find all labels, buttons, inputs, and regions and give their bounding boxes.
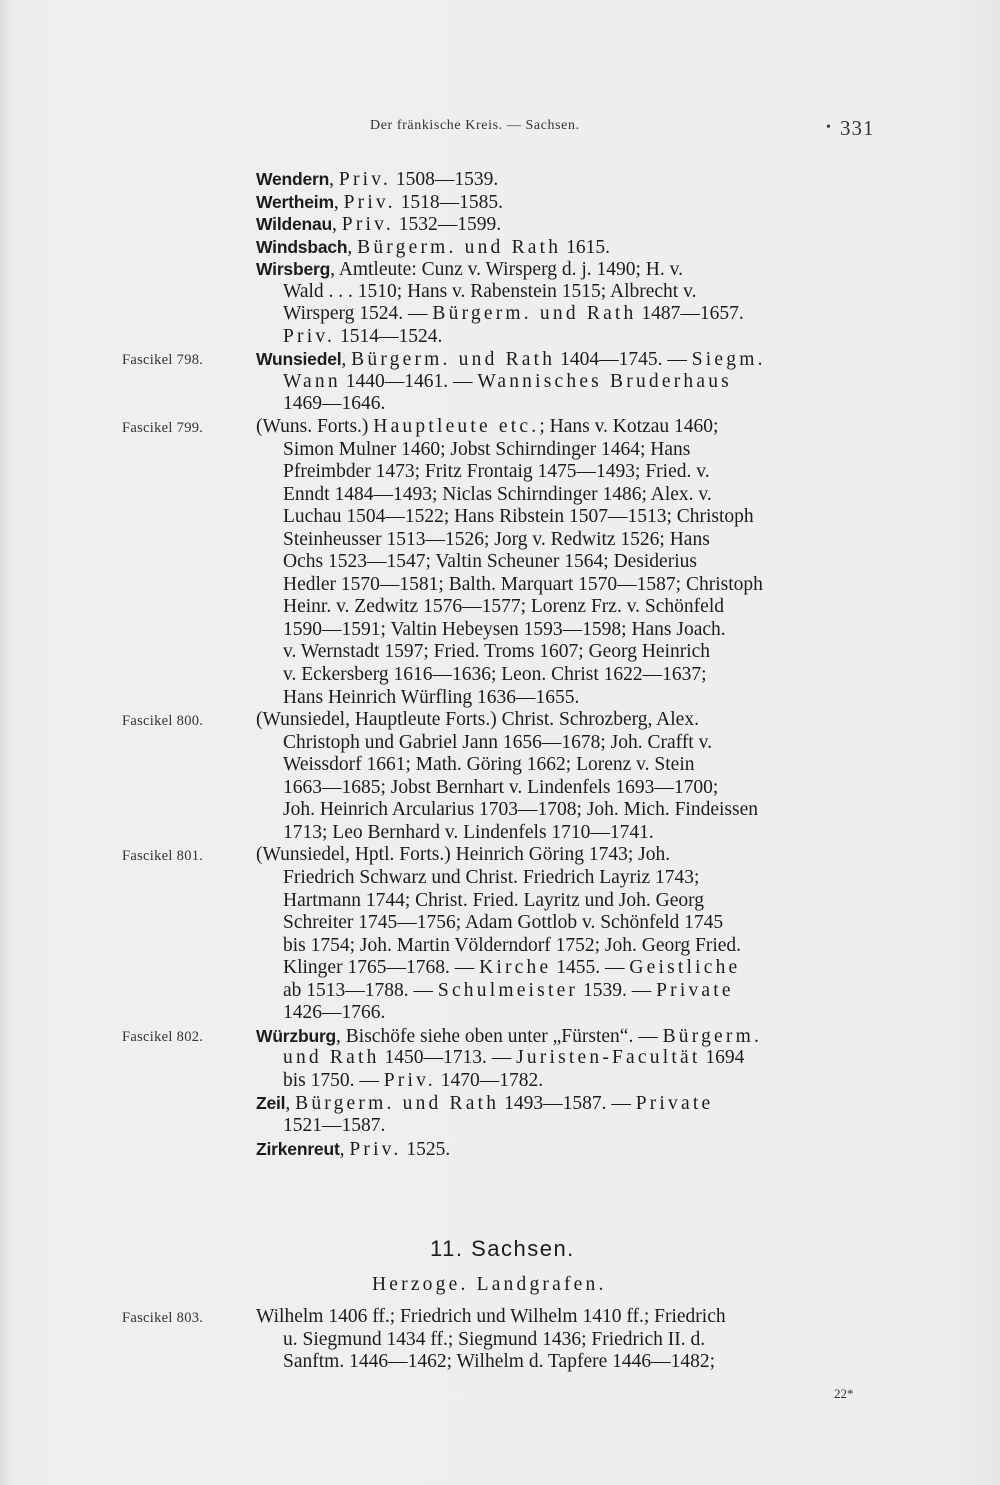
spaced-term: Wann [283,370,341,392]
line-text [256,844,670,867]
text-run: , [329,169,339,190]
text-run: Friedrich Schwarz und Christ. Friedrich Layriz 1743; [283,866,700,888]
text-line [0,416,1000,439]
text-run: (Wunsiedel, Hptl. Forts.) Heinrich Göring 1743; Joh. [256,844,671,866]
text-line [0,281,1000,304]
text-run: Wirsperg 1524. — [283,303,433,325]
line-text [283,777,718,800]
spaced-term: Bürgerm. [662,1025,763,1047]
line-text [256,258,683,282]
place-name: Wirsberg [256,259,331,280]
fascicle-label: Fascikel 803. [122,1310,204,1326]
fascicle-label: Fascikel 799. [122,420,204,437]
line-text [283,957,740,980]
spaced-term: Bürgerm. und Rath [357,236,562,258]
place-name: Windsbach [256,236,348,257]
spaced-term: Private [656,979,734,1001]
text-run: 1694 [700,1047,745,1069]
line-text [256,709,699,732]
text-run: 1450—1713. — [379,1047,517,1069]
section-heading-row [0,1236,1000,1268]
line-text [256,348,766,372]
text-run: 1508—1539. [391,169,499,190]
page-number: 331 [840,116,875,140]
line-text [283,1047,744,1070]
spaced-term: Bürgerm. und Rath [351,349,556,371]
text-line [0,484,1000,507]
text-run: v. Wernstadt 1597; Fried. Troms 1607; Georg Heinrich [283,641,711,663]
text-line [0,935,1000,958]
line-text [283,980,734,1003]
text-line [0,844,1000,867]
signature-mark: 22* [834,1386,854,1401]
line-text [283,529,710,552]
spaced-term: Priv. [341,214,394,236]
text-line [0,957,1000,980]
text-line [0,326,1000,349]
text-run: , Amtleute: Cunz v. Wirsperg d. j. 1490; H. v. [330,259,683,281]
spaced-term: Schulmeister [437,979,579,1001]
spaced-term: Siegm. [691,349,766,371]
spaced-term: und Rath [283,1047,380,1069]
text-run: Sanftm. 1446—1462; Wilhelm d. Tapfere 1446—1482; [283,1351,716,1373]
place-name: Wendern [256,169,330,189]
line-text [283,687,579,710]
line-text [283,890,704,913]
text-line [0,1092,1000,1115]
line-text [283,664,707,687]
text-line [0,890,1000,913]
text-line [0,1306,1000,1329]
text-line [0,754,1000,777]
text-run: Enndt 1484—1493; Niclas Schirndinger 1486; Alex. v. [283,483,712,505]
spaced-term: Bürgerm. und Rath [295,1093,500,1115]
text-run: 1487—1657. [636,303,744,325]
line-text [283,641,710,664]
text-line [0,980,1000,1003]
text-line [0,687,1000,710]
text-run: Wilhelm 1406 ff.; Friedrich und Wilhelm 1410 ff.; Friedrich [256,1306,726,1327]
line-text [283,732,712,755]
text-line [0,574,1000,597]
text-run: , Bischöfe siehe oben unter „Fürsten“. — [336,1025,663,1047]
text-run: 1590—1591; Valtin Hebeysen 1593—1598; Hans Joach. [283,618,726,640]
fascicle-label: Fascikel 800. [122,713,204,730]
line-text [256,191,503,215]
text-run: Simon Mulner 1460; Jobst Schirndinger 1464; Hans [283,438,691,460]
line-text [256,1138,450,1162]
spaced-term: Geistliche [629,957,741,979]
text-run: Klinger 1765—1768. — [283,957,480,979]
line-text [283,822,654,845]
line-text [256,213,501,237]
text-run: Heinr. v. Zedwitz 1576—1577; Lorenz Frz. v. Schönfeld [283,596,724,618]
text-run: , [333,191,344,213]
text-run: bis 1754; Joh. Martin Völderndorf 1752; Joh. Georg Fried. [283,934,742,956]
text-line [0,1025,1000,1048]
text-run: Hans Heinrich Würfling 1636—1655. [283,686,580,708]
text-line [0,348,1000,371]
spaced-term: Juristen-Facultät [516,1047,701,1069]
line-text [256,416,718,439]
text-line [0,1351,1000,1374]
section-entries [0,1306,1000,1374]
text-run: 1426—1766. [283,1002,386,1024]
text-line [0,596,1000,619]
spaced-term: Priv. [349,1138,402,1160]
text-run: Hartmann 1744; Christ. Fried. Layritz und Joh. Georg [283,889,704,911]
section-subheading: Herzoge. Landgrafen. [372,1274,607,1295]
text-line [0,709,1000,732]
text-run: Ochs 1523—1547; Valtin Scheuner 1564; Desiderius [283,551,697,573]
text-line [0,822,1000,845]
line-text [256,1092,713,1116]
fascicle-label: Fascikel 801. [122,848,204,865]
place-name: Würzburg [256,1025,337,1046]
text-run: Hedler 1570—1581; Balth. Marquart 1570—1587; Christoph [283,573,763,595]
text-run: Pfreimbder 1473; Fritz Frontaig 1475—1493; Fried. v. [283,461,710,483]
line-text [283,1351,715,1374]
text-line [0,732,1000,755]
text-line [0,529,1000,552]
text-line [0,439,1000,462]
text-line [0,506,1000,529]
text-run: 1470—1782. [435,1069,544,1091]
text-run: v. Eckersberg 1616—1636; Leon. Christ 1622—1637; [283,664,707,686]
spaced-term: Hauptleute etc. [373,416,540,438]
spaced-term: Priv. [343,191,396,213]
text-line [0,619,1000,642]
text-line [0,303,1000,326]
line-text [283,1329,705,1352]
text-run: Wald . . . 1510; Hans v. Rabenstein 1515; Albrecht v. [283,280,697,302]
line-text [283,461,710,484]
place-name: Wildenau [256,214,333,235]
line-text [283,935,741,958]
line-text [256,168,498,192]
line-text [256,1025,762,1049]
line-text [283,596,724,619]
text-run: , [332,214,342,236]
text-run: (Wuns. Forts.) [256,416,374,438]
spaced-term: Bürgerm. und Rath [432,303,637,325]
text-line [0,1115,1000,1138]
text-run: , [341,349,352,371]
text-run: Luchau 1504—1522; Hans Ribstein 1507—1513; Christoph [283,506,754,528]
line-text [283,1002,385,1025]
line-text [283,303,744,326]
text-run: 1539. — [578,979,657,1001]
line-text [256,236,610,260]
line-text [283,551,697,574]
line-text [283,574,763,597]
text-run: ; Hans v. Kotzau 1460; [539,416,719,438]
line-text [283,371,732,394]
text-line [0,258,1000,281]
text-line [0,168,1000,191]
line-text [283,393,385,416]
text-run: 1615. [561,236,610,258]
text-run: 1404—1745. — [555,349,692,371]
text-run: 1663—1685; Jobst Bernhart v. Lindenfels 1693—1700; [283,776,719,798]
spaced-term: Priv. [338,169,392,190]
text-line [0,641,1000,664]
text-run: 1713; Leo Bernhard v. Lindenfels 1710—1741. [283,821,654,843]
spaced-term: Priv. [283,325,336,347]
text-run: 1455. — [551,957,630,979]
line-text [283,439,690,462]
running-head [0,116,1000,140]
text-run: u. Siegmund 1434 ff.; Siegmund 1436; Friedrich II. d. [283,1328,706,1350]
text-run: 1493—1587. — [499,1093,636,1115]
text-run: bis 1750. — [283,1069,384,1091]
line-text [283,326,442,349]
text-run: 1469—1646. [283,393,386,415]
text-run: Schreiter 1745—1756; Adam Gottlob v. Schönfeld 1745 [283,912,724,934]
text-line [0,664,1000,687]
text-line [0,461,1000,484]
text-line [0,551,1000,574]
text-line [0,1002,1000,1025]
fascicle-label: Fascikel 798. [122,352,204,369]
text-run: 1521—1587. [283,1114,386,1136]
text-run: , [347,236,358,258]
text-run: , [339,1138,350,1160]
text-line [0,236,1000,259]
index-entries [0,168,1000,1160]
spaced-term: Private [635,1093,714,1115]
place-name: Zeil [256,1093,286,1114]
text-line [0,799,1000,822]
text-run: ab 1513—1788. — [283,979,438,1001]
text-line [0,1138,1000,1161]
spaced-term: Wannisches Bruderhaus [477,370,732,392]
line-text [283,799,758,822]
text-run: (Wunsiedel, Hauptleute Forts.) Christ. Schrozberg, Alex. [256,709,699,731]
text-run: Christoph und Gabriel Jann 1656—1678; Joh. Crafft v. [283,731,712,753]
text-run: 1525. [401,1138,451,1160]
text-line [0,393,1000,416]
text-run: Steinheusser 1513—1526; Jorg v. Redwitz 1526; Hans [283,528,710,550]
place-name: Wertheim [256,191,334,212]
text-run: 1440—1461. — [340,370,478,392]
text-line [0,1070,1000,1093]
text-line [0,371,1000,394]
line-text [283,754,694,777]
fascicle-label: Fascikel 802. [122,1028,204,1045]
line-text [283,619,726,642]
text-line [0,1329,1000,1352]
text-line [0,191,1000,214]
line-text [283,912,723,935]
text-run: 1518—1585. [395,191,503,213]
line-text [283,867,699,890]
running-title: Der fränkische Kreis. — Sachsen. [370,118,580,133]
text-run: 1514—1524. [335,325,443,347]
line-text [283,1115,385,1138]
text-line [0,912,1000,935]
text-run: , [285,1093,296,1115]
line-text [283,484,712,507]
text-line [0,867,1000,890]
line-text [256,1306,726,1329]
header-dot: • [826,120,831,135]
section-heading: 11. Sachsen. [430,1236,575,1261]
place-name: Wunsiedel [256,349,342,370]
place-name: Zirkenreut [256,1138,340,1159]
spaced-term: Priv. [383,1069,436,1091]
text-run: Weissdorf 1661; Math. Göring 1662; Lorenz v. Stein [283,754,695,776]
text-line [0,1047,1000,1070]
text-run: Joh. Heinrich Arcularius 1703—1708; Joh. Mich. Findeissen [283,799,758,821]
spaced-term: Kirche [479,957,552,979]
line-text [283,506,754,529]
text-run: 1532—1599. [393,214,502,236]
line-text [283,1070,543,1093]
text-line [0,213,1000,236]
line-text [283,281,696,304]
text-line [0,777,1000,800]
